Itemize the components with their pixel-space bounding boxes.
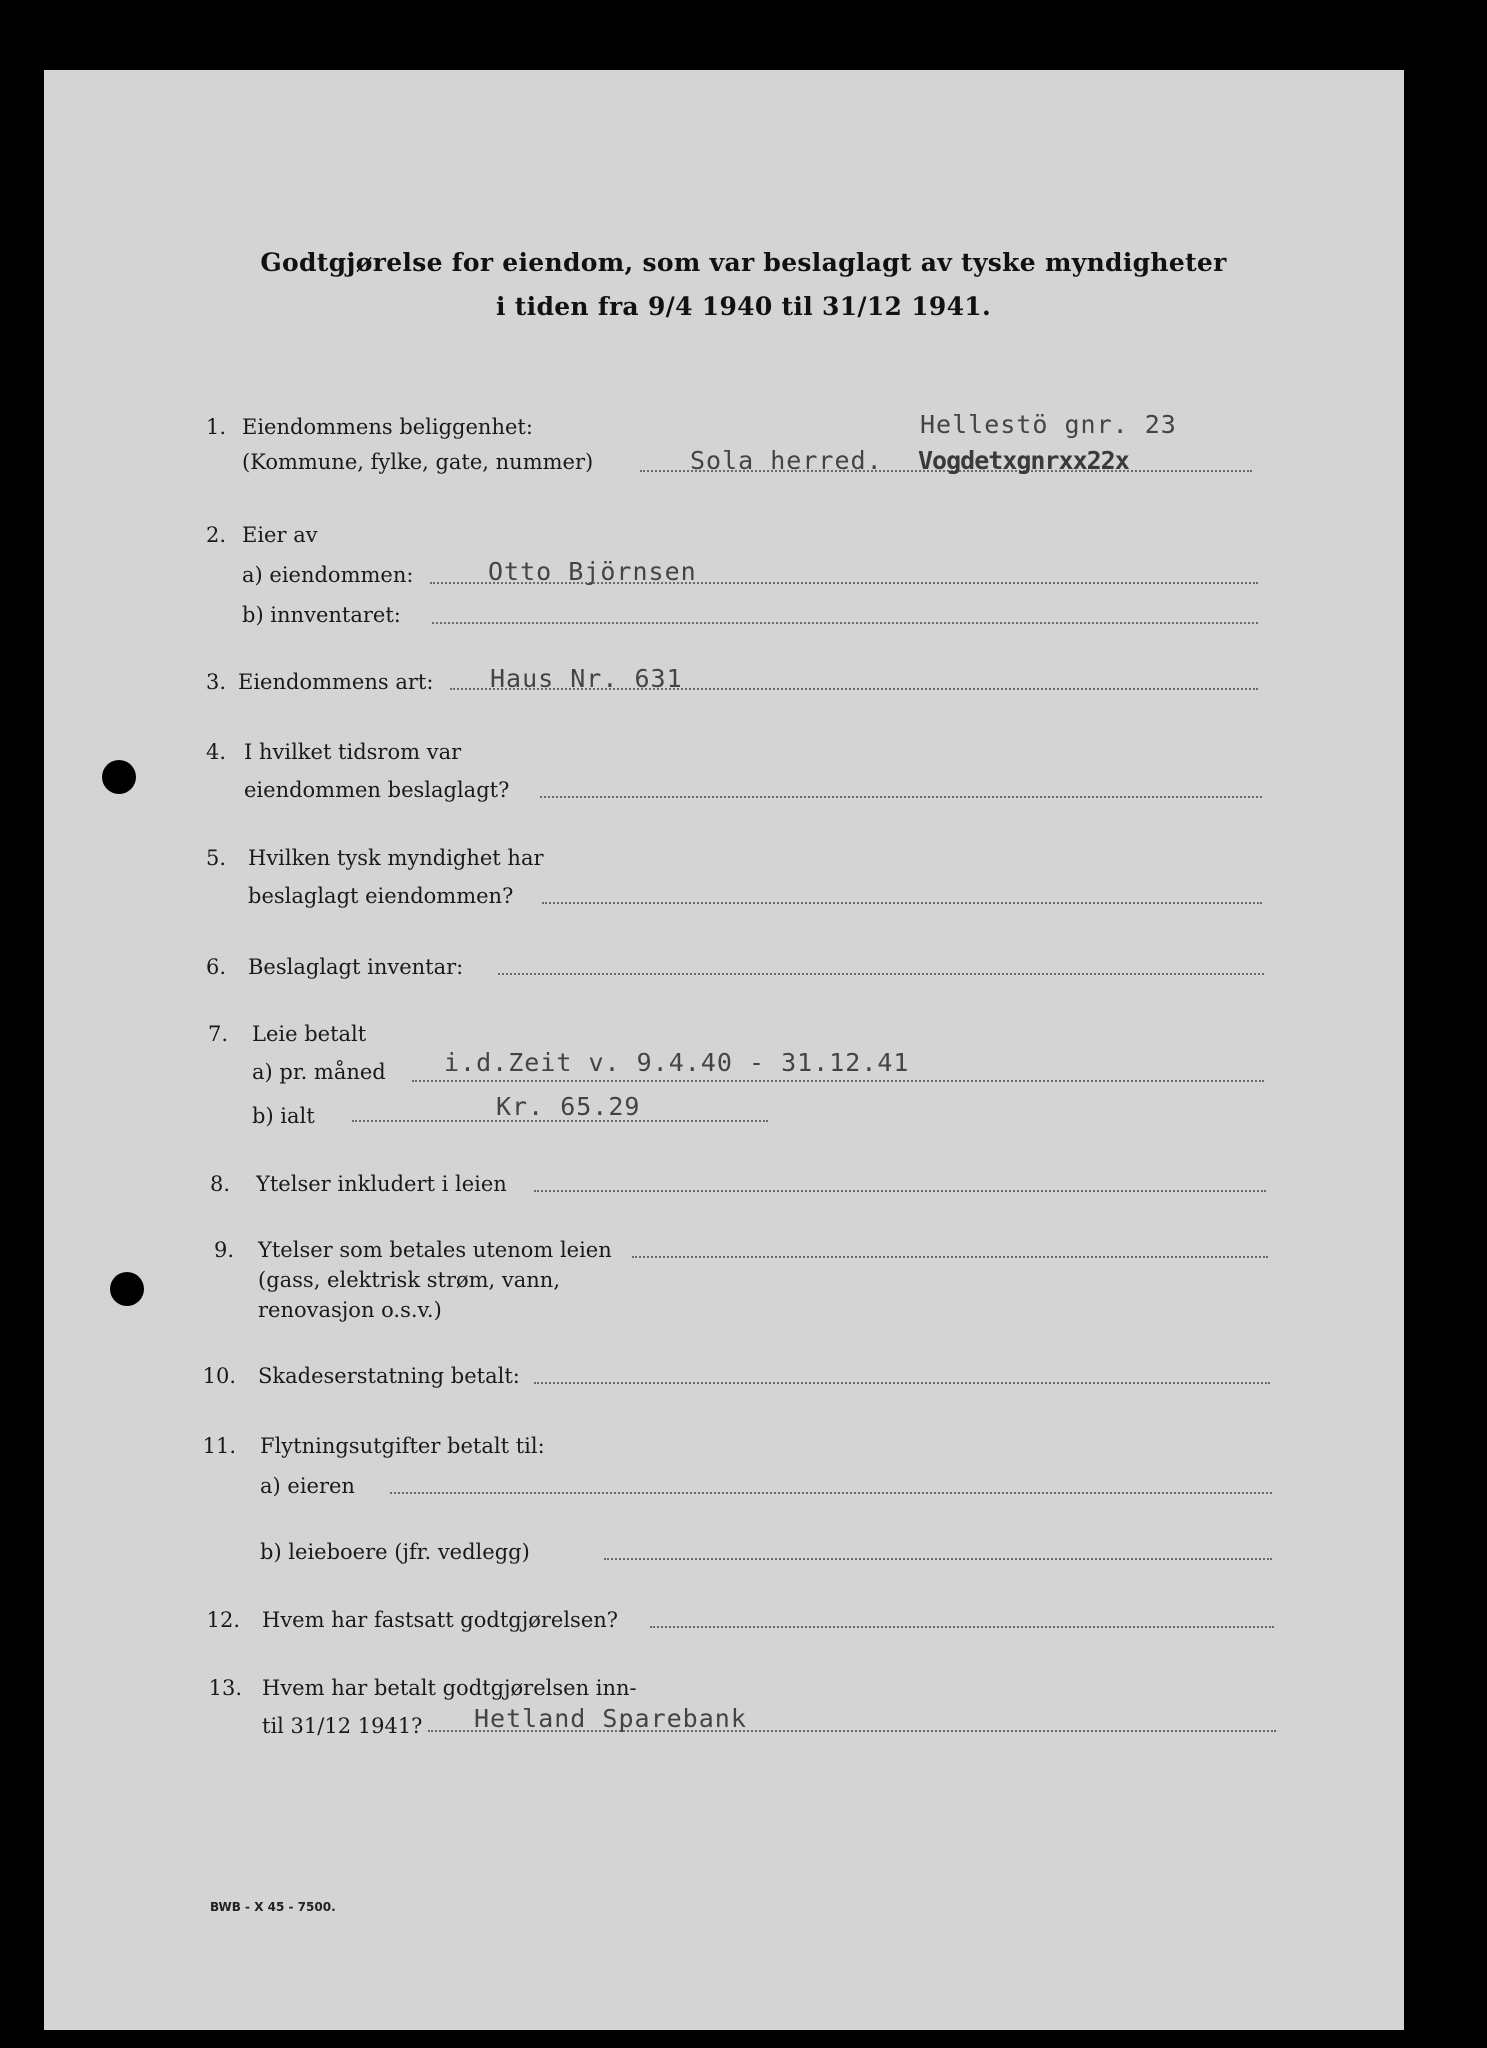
item-9-label: Ytelser som betales utenom leien bbox=[258, 1238, 612, 1262]
item-11b-label: b) leieboere (jfr. vedlegg) bbox=[260, 1540, 530, 1564]
item-7b-value: Kr. 65.29 bbox=[496, 1092, 641, 1121]
item-number: 5. bbox=[205, 846, 226, 870]
item-7-label: Leie betalt bbox=[252, 1022, 367, 1046]
fill-line bbox=[632, 1256, 1268, 1258]
fill-line bbox=[650, 1626, 1274, 1628]
fill-line bbox=[498, 973, 1264, 975]
item-1-typed-struck: Vogdetxgnrxx22x bbox=[918, 446, 1129, 475]
item-5-sublabel: beslaglagt eiendommen? bbox=[248, 884, 514, 908]
item-2a-value: Otto Björnsen bbox=[488, 557, 697, 586]
fill-line bbox=[542, 902, 1262, 904]
item-9-sublabel-1: (gass, elektrisk strøm, vann, bbox=[258, 1268, 560, 1292]
item-2b-label: b) innventaret: bbox=[242, 603, 401, 627]
item-8-label: Ytelser inkludert i leien bbox=[256, 1172, 507, 1196]
item-number: 9. bbox=[213, 1238, 234, 1262]
item-11-label: Flytningsutgifter betalt til: bbox=[260, 1434, 545, 1458]
punch-hole-top bbox=[102, 760, 136, 794]
item-number: 4. bbox=[205, 740, 226, 764]
item-1-typed-gnr: Hellestö gnr. 23 bbox=[920, 410, 1177, 439]
item-1-label: Eiendommens beliggenhet: bbox=[242, 415, 533, 439]
item-9-sublabel-2: renovasjon o.s.v.) bbox=[258, 1298, 442, 1322]
item-11a-label: a) eieren bbox=[260, 1474, 355, 1498]
item-4-label: I hvilket tidsrom var bbox=[244, 740, 462, 764]
form-footer-code: BWB - X 45 - 7500. bbox=[210, 1900, 336, 1914]
form-title-line-1: Godtgjørelse for eiendom, som var beslaglagt av tyske myndigheter bbox=[260, 248, 1227, 277]
item-1-typed-herred: Sola herred. bbox=[690, 446, 883, 475]
punch-hole-bottom bbox=[110, 1272, 144, 1306]
item-number: 1. bbox=[205, 415, 226, 439]
item-6-label: Beslaglagt inventar: bbox=[248, 955, 464, 979]
item-7b-label: b) ialt bbox=[252, 1104, 315, 1128]
item-number: 12. bbox=[206, 1608, 240, 1632]
item-12-label: Hvem har fastsatt godtgjørelsen? bbox=[262, 1608, 619, 1632]
fill-line bbox=[412, 1080, 1264, 1082]
item-2-label: Eier av bbox=[242, 523, 318, 547]
item-number: 8. bbox=[209, 1172, 230, 1196]
fill-line bbox=[540, 796, 1262, 798]
fill-line bbox=[604, 1558, 1272, 1560]
item-5-label: Hvilken tysk myndighet har bbox=[248, 846, 544, 870]
fill-line bbox=[390, 1492, 1272, 1494]
form-title-line-2: i tiden fra 9/4 1940 til 31/12 1941. bbox=[496, 292, 991, 321]
fill-line bbox=[534, 1382, 1270, 1384]
item-number: 13. bbox=[208, 1676, 242, 1700]
item-7a-value: i.d.Zeit v. 9.4.40 - 31.12.41 bbox=[444, 1048, 910, 1077]
item-3-label: Eiendommens art: bbox=[238, 670, 434, 694]
item-number: 6. bbox=[205, 955, 226, 979]
fill-line bbox=[432, 622, 1258, 624]
item-7a-label: a) pr. måned bbox=[252, 1060, 386, 1084]
item-number: 3. bbox=[205, 670, 226, 694]
item-10-label: Skadeserstatning betalt: bbox=[258, 1364, 520, 1388]
item-number: 11. bbox=[202, 1434, 236, 1458]
item-13-value: Hetland Sparebank bbox=[474, 1704, 747, 1733]
item-number: 10. bbox=[202, 1364, 236, 1388]
item-2a-label: a) eiendommen: bbox=[242, 563, 414, 587]
item-13-sublabel: til 31/12 1941? bbox=[262, 1714, 423, 1738]
item-4-sublabel: eiendommen beslaglagt? bbox=[244, 778, 510, 802]
item-3-value: Haus Nr. 631 bbox=[490, 664, 683, 693]
fill-line bbox=[534, 1190, 1266, 1192]
item-13-label: Hvem har betalt godtgjørelsen inn- bbox=[262, 1676, 637, 1700]
item-1-sublabel: (Kommune, fylke, gate, nummer) bbox=[242, 450, 594, 474]
item-number: 2. bbox=[205, 523, 226, 547]
item-number: 7. bbox=[207, 1022, 228, 1046]
